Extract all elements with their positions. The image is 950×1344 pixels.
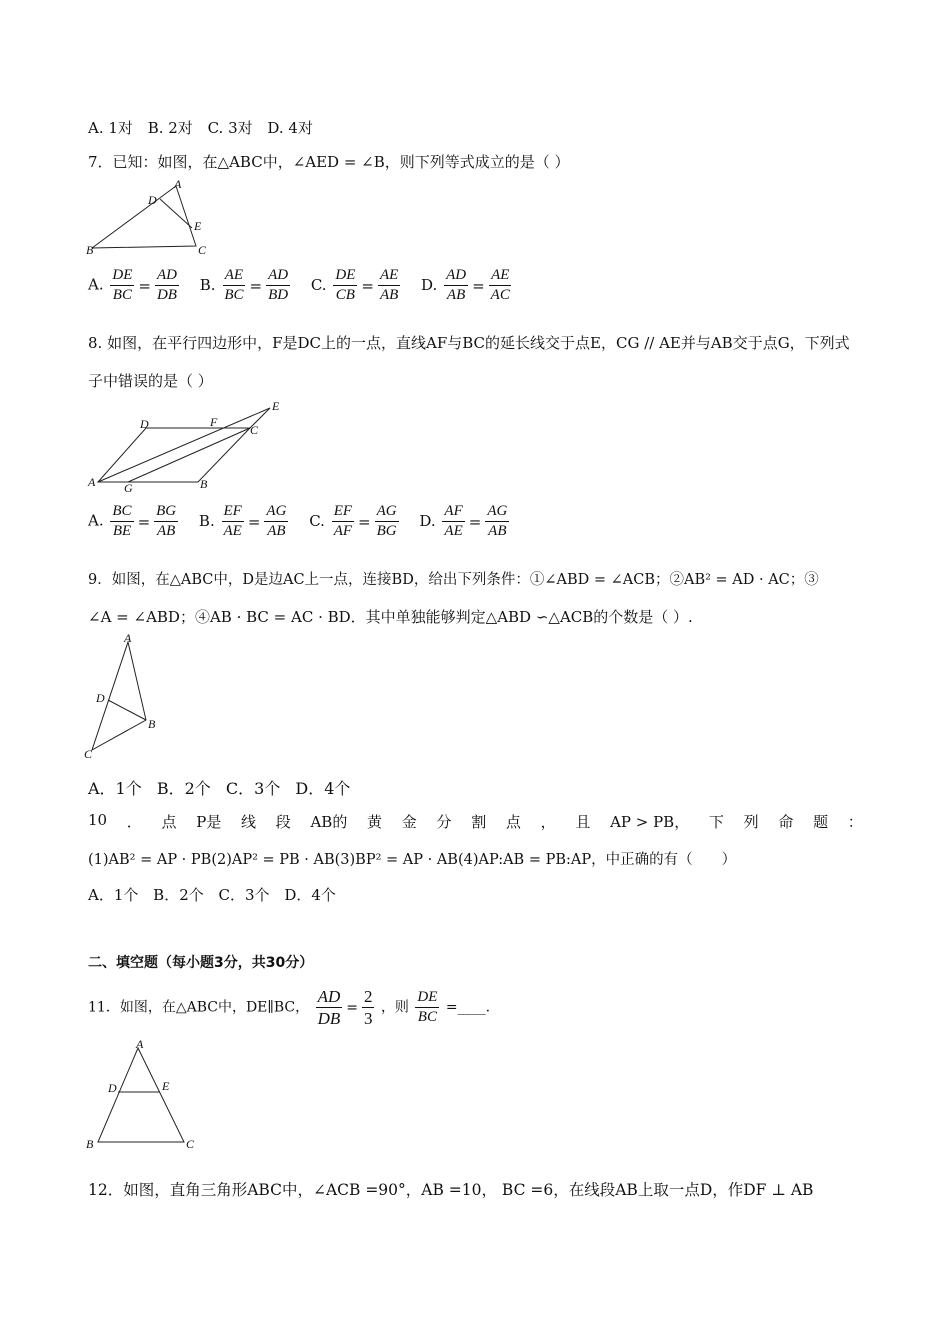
- q11-frac2-num: 2: [363, 987, 373, 1006]
- q7-label-a: A: [174, 178, 182, 191]
- q8-options: A. $\frac{BC}{BE}$ = $\frac{BG}{AB}$ B. $\frac{EF}{AE}$ = $\frac{AG}{AB}$ C. $\frac{EF}{AF}$ = $\frac{AG}{BG}$ D. $\frac{AF}{AE}$ = $\frac{AG}{AB}$: [88, 503, 508, 539]
- q11-frac3-num: DE: [415, 988, 439, 1008]
- q9-figure: [84, 632, 164, 762]
- q11-label-a: A: [136, 1040, 144, 1051]
- q7-opt-b-rnum: AD: [266, 266, 290, 286]
- q8-opt-a-letter: A.: [88, 511, 104, 530]
- q7-figure: [84, 178, 214, 258]
- q7-opt-d-rden: AC: [490, 287, 510, 303]
- q9-stem-line1: 9．如图，在△ABC中，D是边AC上一点，连接BD，给出下列条件：①∠ABD = ∠ACB；②AB² = AD · AC；③: [88, 572, 819, 588]
- q10-stem-part: 且: [575, 813, 591, 831]
- q9-option-d: D．4个: [295, 779, 351, 798]
- q8-opt-b-lden: AE: [223, 523, 242, 539]
- q9-option-a: A．1个: [88, 779, 142, 798]
- q11-figure: [84, 1040, 204, 1152]
- q10-stem-part: 黄: [367, 813, 383, 831]
- q10-stem-line1: [88, 811, 863, 832]
- q10-stem-part: 分: [436, 813, 452, 831]
- q7-opt-d-rnum: AE: [489, 266, 511, 286]
- q8-opt-d-rnum: AG: [485, 502, 509, 522]
- q11-label-b: B: [86, 1137, 94, 1151]
- q9-label-b: B: [148, 717, 156, 731]
- q8-label-d: D: [140, 417, 149, 431]
- q8-opt-d-lnum: AF: [442, 502, 464, 522]
- q10-stem-part: 割: [471, 813, 487, 831]
- q8-label-c: C: [250, 423, 259, 437]
- q7-opt-b-letter: B.: [199, 275, 216, 294]
- q9-stem-line2: ∠A = ∠ABD；④AB · BC = AC · BD．其中单独能够判定△ABD ∽△ACB的个数是（ ）.: [88, 608, 693, 626]
- q10-stem-part: 命: [778, 813, 794, 831]
- q11-frac1-den: DB: [317, 1009, 341, 1028]
- q7-opt-c-rnum: AE: [378, 266, 400, 286]
- q10-stem-part: 点: [505, 813, 521, 831]
- q11-frac1-num: AD: [317, 987, 341, 1006]
- q11-middle: ，则: [380, 999, 409, 1016]
- q7-opt-a-rden: DB: [156, 287, 177, 303]
- q7-opt-b-rden: BD: [268, 287, 289, 303]
- q7-opt-c-rden: AB: [379, 287, 399, 303]
- q7-label-b: B: [86, 243, 94, 257]
- q7-opt-c-lden: CB: [335, 287, 355, 303]
- q8-opt-c-lnum: EF: [332, 502, 354, 522]
- q7-opt-d-lnum: AD: [444, 266, 468, 286]
- q8-opt-c-letter: C.: [309, 511, 325, 530]
- q8-opt-d-rden: AB: [488, 523, 507, 539]
- q8-opt-c-lden: AF: [333, 523, 353, 539]
- q7-opt-d-lden: AB: [446, 287, 466, 303]
- q8-label-a: A: [88, 475, 96, 489]
- q8-opt-b-rnum: AG: [264, 502, 288, 522]
- q7-opt-d-letter: D.: [421, 275, 438, 294]
- q10-stem-part: 列: [743, 813, 759, 831]
- q9-options: [88, 776, 360, 799]
- q8-opt-d-lden: AE: [444, 523, 463, 539]
- q8-label-g: G: [124, 481, 133, 494]
- q10-stem-part: P是: [196, 813, 222, 831]
- q7-opt-c-letter: C.: [310, 275, 327, 294]
- q8-opt-d-letter: D.: [419, 511, 436, 530]
- q8-opt-c-rnum: AG: [375, 502, 399, 522]
- q12-stem: 12．如图，直角三角形ABC中，∠ACB =90°，AB =10， BC =6，在线段AB上取一点D，作DF ⊥ AB: [88, 1181, 814, 1199]
- q9-option-b: B．2个: [156, 779, 211, 798]
- q8-opt-a-rnum: BG: [154, 502, 178, 522]
- q7-opt-a-letter: A.: [88, 275, 104, 294]
- q7-opt-c-lnum: DE: [333, 266, 357, 286]
- q7-label-d: D: [148, 193, 157, 207]
- q11-label-c: C: [186, 1137, 195, 1151]
- q11-prefix: 11．如图，在△ABC中，DE∥BC，: [88, 999, 310, 1016]
- q7-label-e: E: [194, 219, 202, 233]
- q10-stem-part: 线: [241, 813, 257, 831]
- q6-options: [88, 117, 323, 138]
- q8-opt-a-rden: AB: [156, 523, 176, 539]
- q10-option-c: C．3个: [218, 886, 270, 904]
- q7-label-c: C: [198, 243, 207, 257]
- q6-option-b: B. 2对: [147, 119, 193, 137]
- q10-stem-part: 10: [88, 811, 108, 829]
- q10-option-a: A．1个: [88, 886, 139, 904]
- q10-stem-part: AB的: [310, 813, 348, 831]
- q8-opt-c-rden: BG: [376, 523, 397, 539]
- q10-stem-part: 段: [275, 813, 291, 831]
- q11-label-d: D: [108, 1081, 117, 1095]
- q9-option-c: C．3个: [225, 779, 281, 798]
- q9-label-d: D: [96, 691, 105, 705]
- q8-label-b: B: [200, 477, 208, 491]
- q6-option-a: A. 1对: [88, 119, 133, 137]
- q10-stem-line2: (1)AB² = AP · PB(2)AP² = PB · AB(3)BP² = AP · AB(4)AP:AB = PB:AP，中正确的有（ ）: [88, 852, 737, 868]
- q11-suffix: =____.: [445, 999, 491, 1016]
- q10-stem-part: AP > PB，: [610, 813, 690, 831]
- q10-option-d: D．4个: [284, 886, 336, 904]
- q8-opt-b-letter: B.: [198, 511, 215, 530]
- q8-opt-a-lnum: BC: [110, 502, 133, 522]
- q11-stem: [88, 986, 490, 1029]
- q8-opt-b-lnum: EF: [222, 502, 244, 522]
- q9-label-a: A: [124, 632, 132, 645]
- q11-frac3-den: BC: [417, 1009, 437, 1025]
- q7-stem: 7．已知：如图，在△ABC中，∠AED = ∠B，则下列等式成立的是（ ）: [88, 153, 570, 171]
- q10-option-b: B．2个: [153, 886, 204, 904]
- q6-option-d: D. 4对: [267, 119, 313, 137]
- q8-stem-line2: 子中错误的是（ ）: [88, 372, 213, 390]
- q11-eq: =: [346, 999, 358, 1016]
- q9-label-c: C: [84, 747, 93, 761]
- q10-stem-part: 下: [708, 813, 724, 831]
- q7-opt-a-lnum: DE: [110, 266, 134, 286]
- q7-opt-b-lnum: AE: [223, 266, 245, 286]
- q10-stem-part: ，: [540, 813, 556, 831]
- q8-figure: [86, 398, 286, 494]
- q10-options: [88, 884, 346, 905]
- q11-label-e: E: [162, 1079, 170, 1093]
- q7-opt-a-lden: BC: [112, 287, 132, 303]
- q6-option-c: C. 3对: [207, 119, 253, 137]
- q8-label-f: F: [210, 415, 218, 429]
- q10-stem-part: ：: [847, 813, 863, 831]
- q8-label-e: E: [272, 399, 280, 413]
- section-title: 二、填空题（每小题3分，共30分）: [88, 955, 314, 971]
- q10-stem-part: 题: [813, 813, 829, 831]
- q7-opt-b-lden: BC: [224, 287, 244, 303]
- q8-opt-b-rden: AB: [267, 523, 286, 539]
- q8-stem-line1: 8. 如图，在平行四边形中，F是DC上的一点，直线AF与BC的延长线交于点E，CG // AE并与AB交于点G，下列式: [88, 334, 850, 352]
- q10-stem-part: ．: [126, 813, 142, 831]
- q10-stem-part: 点: [161, 813, 177, 831]
- q8-opt-a-lden: BE: [112, 523, 132, 539]
- q10-stem-part: 金: [401, 813, 417, 831]
- q7-options: A. $\frac{DE}{BC}$ = $\frac{AD}{DB}$ B. $\frac{AE}{BC}$ = $\frac{AD}{BD}$ C. $\frac{DE}{CB}$ = $\frac{AE}{AB}$ D. $\frac{AD}{AB}$ = $\frac{AE}{AC}$: [88, 267, 510, 303]
- q11-frac2-den: 3: [363, 1009, 373, 1028]
- q7-opt-a-rnum: AD: [155, 266, 179, 286]
